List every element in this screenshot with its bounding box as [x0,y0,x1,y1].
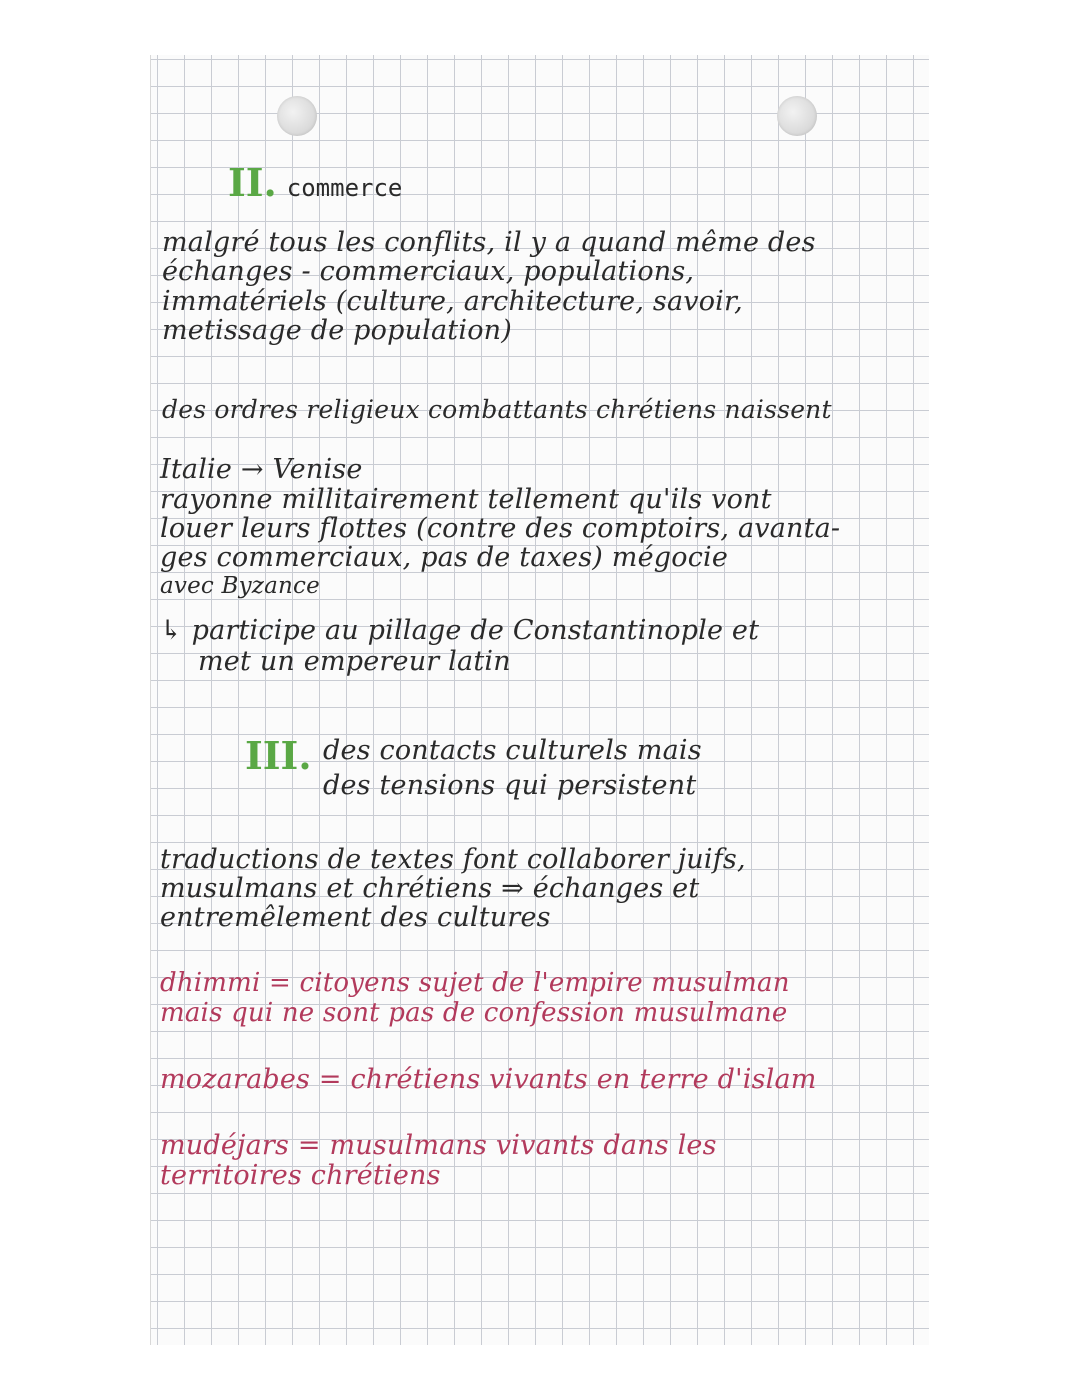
section-2-line-3: immatériels (culture, architecture, savoir, [162,286,743,317]
section-2-title: commerce [286,174,403,202]
italy-line-1: Italie → Venise [160,454,363,485]
section-2-numeral: II. [228,160,277,205]
binder-hole-left [277,96,317,136]
italy-line-7: met un empereur latin [198,646,511,677]
mudejars-line-2: territoires chrétiens [160,1160,441,1191]
italy-line-2: rayonne millitairement tellement qu'ils vont [160,484,772,515]
italy-line-5: avec Byzance [160,573,320,599]
italy-line-6: ↳ participe au pillage de Constantinople et [160,615,760,646]
translation-line-3: entremêlement des cultures [160,902,551,933]
section-3-title-line-2: des tensions qui persistent [323,770,697,801]
section-3-title-line-1: des contacts culturels mais [323,735,702,766]
section-2-line-4: metissage de population) [162,315,512,346]
dhimmi-line-1: dhimmi = citoyens sujet de l'empire musulman [160,968,790,998]
section-3-heading [245,733,312,778]
binder-hole-right [777,96,817,136]
section-3-numeral: III. [245,733,312,778]
section-2-heading [228,160,402,205]
mozarabes-line: mozarabes = chrétiens vivants en terre d'islam [160,1064,817,1095]
translation-line-2: musulmans et chrétiens ⇒ échanges et [160,873,700,904]
dhimmi-line-2: mais qui ne sont pas de confession musulmane [160,998,788,1028]
italy-line-3: louer leurs flottes (contre des comptoirs, avanta- [160,513,841,544]
section-2-line-2: échanges - commerciaux, populations, [162,256,695,287]
mudejars-line-1: mudéjars = musulmans vivants dans les [160,1130,717,1161]
translation-line-1: traductions de textes font collaborer juifs, [160,844,746,875]
religious-orders-line: des ordres religieux combattants chrétiens naissent [162,395,832,424]
section-2-line-1: malgré tous les conflits, il y a quand même des [162,227,816,258]
italy-line-4: ges commerciaux, pas de taxes) mégocie [160,542,729,573]
